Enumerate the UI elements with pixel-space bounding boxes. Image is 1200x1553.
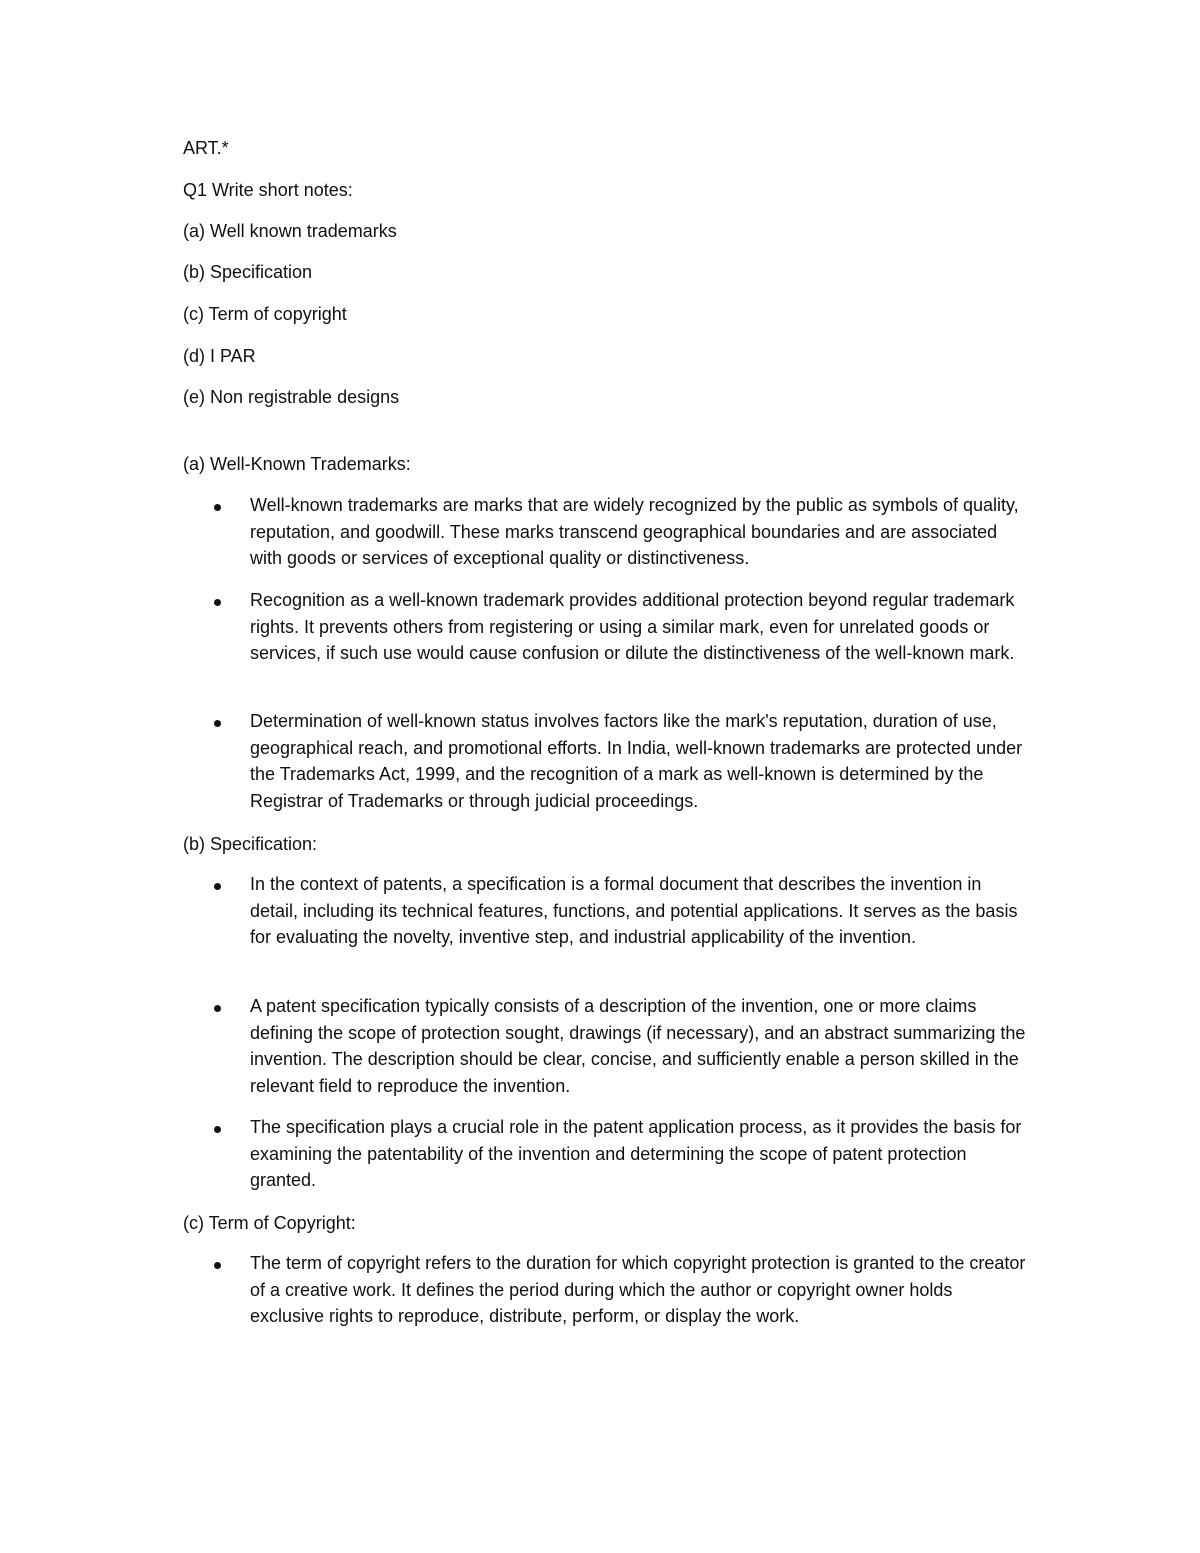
bullet-text: Well-known trademarks are marks that are widely recognized by the public as symbols of quality, reputation, and goodwill. These marks transcend geographical boundaries and are associated with goods or services of exceptional quality or distinctiveness. <box>250 495 1019 569</box>
bullet-icon <box>214 883 221 890</box>
bullet-text: The term of copyright refers to the duration for which copyright protection is granted to the creator of a creative work. It defines the period during which the author or copyright owner holds exclusive rights to reproduce, distribute, perform, or display the work. <box>250 1253 1026 1327</box>
bullet-icon <box>214 1126 221 1133</box>
bullet-text: Recognition as a well-known trademark provides additional protection beyond regular trademark rights. It prevents others from registering or using a similar mark, even for unrelated goods or services, if such use would cause confusion or dilute the distinctiveness of the well-known mark. <box>250 590 1015 664</box>
section-heading-well-known-trademarks: (a) Well-Known Trademarks: <box>183 454 411 474</box>
bullet-icon <box>214 1005 221 1012</box>
question-item-a: (a) Well known trademarks <box>183 221 397 241</box>
question-title: Q1 Write short notes: <box>183 180 353 200</box>
section-heading-term-of-copyright: (c) Term of Copyright: <box>183 1213 356 1233</box>
section-heading-specification: (b) Specification: <box>183 834 318 854</box>
question-item-b: (b) Specification <box>183 262 313 282</box>
bullet-icon <box>214 1262 221 1269</box>
bullet-text: In the context of patents, a specification is a formal document that describes the invention in detail, including its technical features, functions, and potential applications. It serves as the basis for evaluating the novelty, inventive step, and industrial applicability of the invention. <box>250 874 1018 948</box>
document-header: ART.* <box>183 138 229 158</box>
bullet-text: A patent specification typically consists of a description of the invention, one or more claims defining the scope of protection sought, drawings (if necessary), and an abstract summarizing the invention. The description should be clear, concise, and sufficiently enable a person skilled in the relevant field to reproduce the invention. <box>250 996 1026 1097</box>
question-item-d: (d) I PAR <box>183 346 256 366</box>
bullet-icon <box>214 599 221 606</box>
bullet-text: The specification plays a crucial role in the patent application process, as it provides the basis for examining the patentability of the invention and determining the scope of patent protection granted. <box>250 1117 1022 1191</box>
bullet-icon <box>214 720 221 727</box>
bullet-icon <box>214 504 221 511</box>
question-item-c: (c) Term of copyright <box>183 304 347 324</box>
question-item-e: (e) Non registrable designs <box>183 387 400 407</box>
bullet-text: Determination of well-known status involves factors like the mark's reputation, duration of use, geographical reach, and promotional efforts. In India, well-known trademarks are protected under the Trademarks Act, 1999, and the recognition of a mark as well-known is determined by the Registrar of Trademarks or through judicial proceedings. <box>250 711 1023 812</box>
